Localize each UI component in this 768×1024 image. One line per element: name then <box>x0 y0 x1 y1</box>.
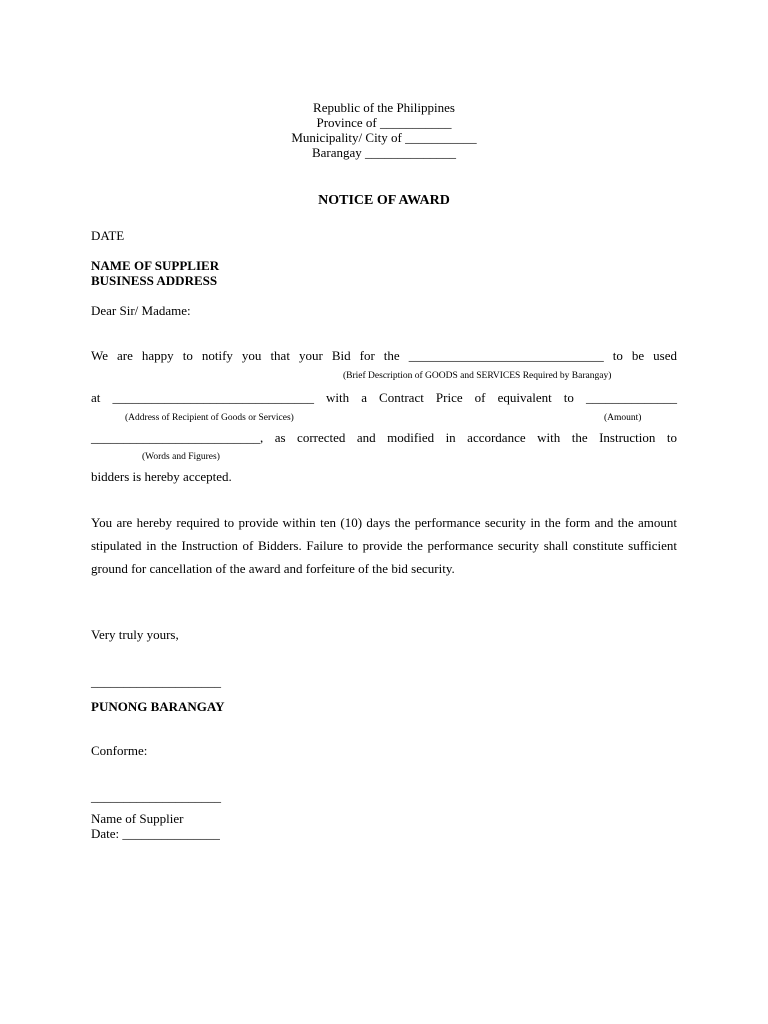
supplier-date-line: Date: _______________ <box>91 826 220 841</box>
note-recipient-address: (Address of Recipient of Goods or Services) <box>125 413 294 423</box>
supplier-sign-label: Name of Supplier <box>91 811 184 826</box>
body-line-1: We are happy to notify you that your Bid for the ______________________________ to be used <box>91 348 677 363</box>
header-municipality: Municipality/ City of ___________ <box>291 130 477 145</box>
body-line-4: bidders is hereby accepted. <box>91 469 232 484</box>
date-label: DATE <box>91 228 125 243</box>
conforme-label: Conforme: <box>91 743 148 758</box>
body-line-3: __________________________, as corrected and modified in accordance with the Instruction to <box>91 430 677 445</box>
header-province: Province of ___________ <box>316 115 452 130</box>
note-goods-description: (Brief Description of GOODS and SERVICES Required by Barangay) <box>343 371 612 381</box>
signature-line-supplier: ____________________ <box>91 789 221 804</box>
signature-line-barangay: ____________________ <box>91 674 221 689</box>
salutation: Dear Sir/ Madame: <box>91 303 191 318</box>
note-amount: (Amount) <box>604 413 642 423</box>
document-title: NOTICE OF AWARD <box>318 193 450 208</box>
header-barangay: Barangay ______________ <box>311 145 457 160</box>
closing: Very truly yours, <box>91 627 179 642</box>
signatory-title: PUNONG BARANGAY <box>91 699 225 714</box>
business-address-label: BUSINESS ADDRESS <box>91 273 218 288</box>
note-words-figures: (Words and Figures) <box>142 452 220 462</box>
performance-security-paragraph: You are hereby required to provide within ten (10) days the performance security in the form and the amount stipulated in the Instruction of Bidders. Failure to provide the performance security shall constitute sufficient ground for cancellation of the award and forfeiture of the bid security. <box>91 515 677 576</box>
body-line-2: at _______________________________ with a Contract Price of equivalent to ______________ <box>91 390 677 405</box>
header-republic: Republic of the Philippines <box>313 100 455 115</box>
supplier-name-label: NAME OF SUPPLIER <box>91 258 220 273</box>
